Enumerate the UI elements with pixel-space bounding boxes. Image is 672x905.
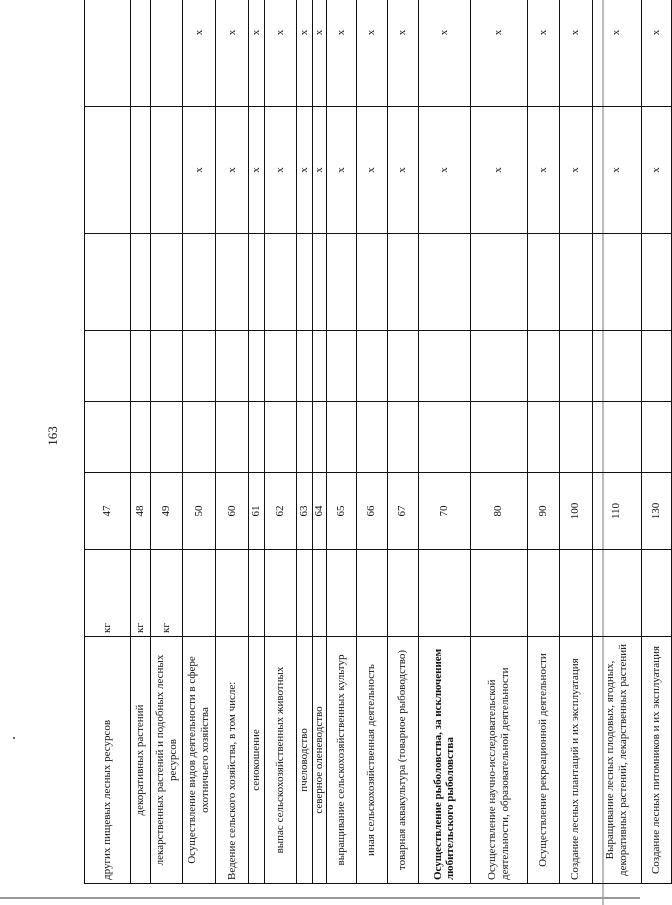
line-code-cell: 70 <box>418 473 470 550</box>
mark-cell: х <box>313 107 327 234</box>
empty-cell <box>592 402 641 473</box>
mark-cell: х <box>527 0 559 107</box>
table-row <box>470 0 527 884</box>
empty-cell <box>297 331 313 402</box>
activity-name-cell: Создание лесных питомников и их эксплуатация <box>641 637 671 884</box>
scan-speck <box>13 737 15 739</box>
empty-cell <box>85 331 131 402</box>
empty-cell <box>249 234 265 331</box>
empty-cell <box>527 234 559 331</box>
table-row <box>356 0 387 884</box>
unit-cell <box>641 550 671 637</box>
empty-cell <box>216 331 249 402</box>
scan-bottom-edge <box>0 897 640 899</box>
line-code-cell: 60 <box>216 473 249 550</box>
empty-cell <box>418 331 470 402</box>
empty-cell <box>418 234 470 331</box>
unit-cell: кг <box>131 550 151 637</box>
unit-cell <box>559 550 592 637</box>
activity-name-cell: Выращивание лесных плодовых, ягодных, декоративных растений, лекарственных растений <box>592 637 641 884</box>
empty-cell <box>265 331 297 402</box>
table-row <box>183 0 216 884</box>
line-code-cell: 90 <box>527 473 559 550</box>
empty-cell <box>326 234 356 331</box>
line-code-cell: 130 <box>641 473 671 550</box>
line-code-cell: 61 <box>249 473 265 550</box>
mark-cell <box>131 107 151 234</box>
empty-cell <box>641 234 671 331</box>
empty-cell <box>313 402 327 473</box>
unit-cell <box>249 550 265 637</box>
unit-cell <box>216 550 249 637</box>
empty-cell <box>470 331 527 402</box>
unit-cell: кг <box>85 550 131 637</box>
empty-cell <box>249 402 265 473</box>
empty-cell <box>216 402 249 473</box>
activity-name-cell: выращивание сельскохозяйственных культур <box>326 637 356 884</box>
empty-cell <box>85 234 131 331</box>
table-row <box>85 0 131 884</box>
empty-cell <box>326 331 356 402</box>
mark-cell: х <box>418 0 470 107</box>
mark-cell: х <box>418 107 470 234</box>
empty-cell <box>151 331 183 402</box>
empty-cell <box>387 234 418 331</box>
mark-cell <box>85 0 131 107</box>
empty-cell <box>297 234 313 331</box>
mark-cell <box>151 0 183 107</box>
unit-cell <box>418 550 470 637</box>
mark-cell <box>151 107 183 234</box>
empty-cell <box>265 234 297 331</box>
table-body <box>85 0 672 884</box>
empty-cell <box>559 331 592 402</box>
table-row <box>131 0 151 884</box>
table-row <box>559 0 592 884</box>
activity-name-cell: пчеловодство <box>297 637 313 884</box>
line-code-cell: 63 <box>297 473 313 550</box>
mark-cell: х <box>249 107 265 234</box>
mark-cell: х <box>183 0 216 107</box>
activity-name-cell: Создание лесных плантаций и их эксплуатация <box>559 637 592 884</box>
page-number: 163 <box>45 426 60 446</box>
table-row <box>249 0 265 884</box>
mark-cell: х <box>641 107 671 234</box>
empty-cell <box>470 402 527 473</box>
data-table <box>84 0 672 884</box>
empty-cell <box>356 234 387 331</box>
mark-cell: х <box>592 107 641 234</box>
unit-cell <box>297 550 313 637</box>
mark-cell: х <box>249 0 265 107</box>
empty-cell <box>216 234 249 331</box>
line-code-cell: 48 <box>131 473 151 550</box>
empty-cell <box>183 234 216 331</box>
mark-cell: х <box>356 107 387 234</box>
line-code-cell: 67 <box>387 473 418 550</box>
table-row <box>297 0 313 884</box>
activity-name-cell: Осуществление рекреационной деятельности <box>527 637 559 884</box>
mark-cell: х <box>470 0 527 107</box>
line-code-cell: 110 <box>592 473 641 550</box>
empty-cell <box>85 402 131 473</box>
empty-cell <box>470 234 527 331</box>
mark-cell: х <box>559 0 592 107</box>
unit-cell <box>326 550 356 637</box>
table-row <box>387 0 418 884</box>
activity-name-cell: Осуществление научно-исследовательской деятельности, образовательной деятельности <box>470 637 527 884</box>
mark-cell: х <box>641 0 671 107</box>
activity-name-cell: Ведение сельского хозяйства, в том числе: <box>216 637 249 884</box>
line-code-cell: 47 <box>85 473 131 550</box>
unit-cell <box>313 550 327 637</box>
empty-cell <box>641 402 671 473</box>
empty-cell <box>356 402 387 473</box>
empty-cell <box>249 331 265 402</box>
activity-name-cell: Осуществление видов деятельности в сфере охотничьего хозяйства <box>183 637 216 884</box>
mark-cell <box>85 107 131 234</box>
empty-cell <box>418 402 470 473</box>
empty-cell <box>527 402 559 473</box>
empty-cell <box>527 331 559 402</box>
activity-name-cell: северное оленеводство <box>313 637 327 884</box>
mark-cell: х <box>559 107 592 234</box>
empty-cell <box>641 331 671 402</box>
table-row <box>527 0 559 884</box>
mark-cell: х <box>470 107 527 234</box>
unit-cell <box>527 550 559 637</box>
line-code-cell: 49 <box>151 473 183 550</box>
activity-name-cell: товарная аквакультура (товарное рыбоводство) <box>387 637 418 884</box>
unit-cell: кг <box>151 550 183 637</box>
mark-cell: х <box>387 107 418 234</box>
activity-name-cell: декоративных растений <box>131 637 151 884</box>
table-row <box>216 0 249 884</box>
mark-cell: х <box>216 107 249 234</box>
unit-cell <box>183 550 216 637</box>
empty-cell <box>297 402 313 473</box>
table-row <box>326 0 356 884</box>
mark-cell: х <box>265 107 297 234</box>
empty-cell <box>387 331 418 402</box>
line-code-cell: 100 <box>559 473 592 550</box>
mark-cell: х <box>183 107 216 234</box>
unit-cell <box>470 550 527 637</box>
activity-name-cell: Осуществление рыболовства, за исключением любительского рыболовства <box>418 637 470 884</box>
table-row <box>641 0 671 884</box>
empty-cell <box>131 234 151 331</box>
line-code-cell: 65 <box>326 473 356 550</box>
empty-cell <box>131 402 151 473</box>
unit-cell <box>387 550 418 637</box>
mark-cell: х <box>527 107 559 234</box>
mark-cell: х <box>297 107 313 234</box>
mark-cell: х <box>326 0 356 107</box>
mark-cell: х <box>265 0 297 107</box>
empty-cell <box>151 402 183 473</box>
table-row <box>151 0 183 884</box>
rotated-table-container <box>84 15 662 884</box>
empty-cell <box>131 331 151 402</box>
table-row <box>313 0 327 884</box>
table-row <box>265 0 297 884</box>
line-code-cell: 64 <box>313 473 327 550</box>
unit-cell <box>592 550 641 637</box>
mark-cell: х <box>313 0 327 107</box>
rotated-table-frame <box>84 15 662 884</box>
unit-cell <box>356 550 387 637</box>
line-code-cell: 80 <box>470 473 527 550</box>
empty-cell <box>559 234 592 331</box>
table-row <box>592 0 641 884</box>
empty-cell <box>313 331 327 402</box>
empty-cell <box>387 402 418 473</box>
empty-cell <box>183 402 216 473</box>
empty-cell <box>183 331 216 402</box>
activity-name-cell: выпас сельскохозяйственных животных <box>265 637 297 884</box>
mark-cell: х <box>592 0 641 107</box>
empty-cell <box>592 234 641 331</box>
empty-cell <box>265 402 297 473</box>
mark-cell: х <box>297 0 313 107</box>
table-row <box>418 0 470 884</box>
activity-name-cell: лекарственных растений и подобных лесных ресурсов <box>151 637 183 884</box>
empty-cell <box>151 234 183 331</box>
empty-cell <box>356 331 387 402</box>
line-code-cell: 66 <box>356 473 387 550</box>
activity-name-cell: других пищевых лесных ресурсов <box>85 637 131 884</box>
empty-cell <box>326 402 356 473</box>
line-code-cell: 62 <box>265 473 297 550</box>
activity-name-cell: иная сельскохозяйственная деятельность <box>356 637 387 884</box>
line-code-cell: 50 <box>183 473 216 550</box>
unit-cell <box>265 550 297 637</box>
empty-cell <box>592 331 641 402</box>
mark-cell: х <box>326 107 356 234</box>
mark-cell <box>131 0 151 107</box>
activity-name-cell: сенокошение <box>249 637 265 884</box>
mark-cell: х <box>216 0 249 107</box>
empty-cell <box>313 234 327 331</box>
empty-cell <box>559 402 592 473</box>
mark-cell: х <box>387 0 418 107</box>
mark-cell: х <box>356 0 387 107</box>
